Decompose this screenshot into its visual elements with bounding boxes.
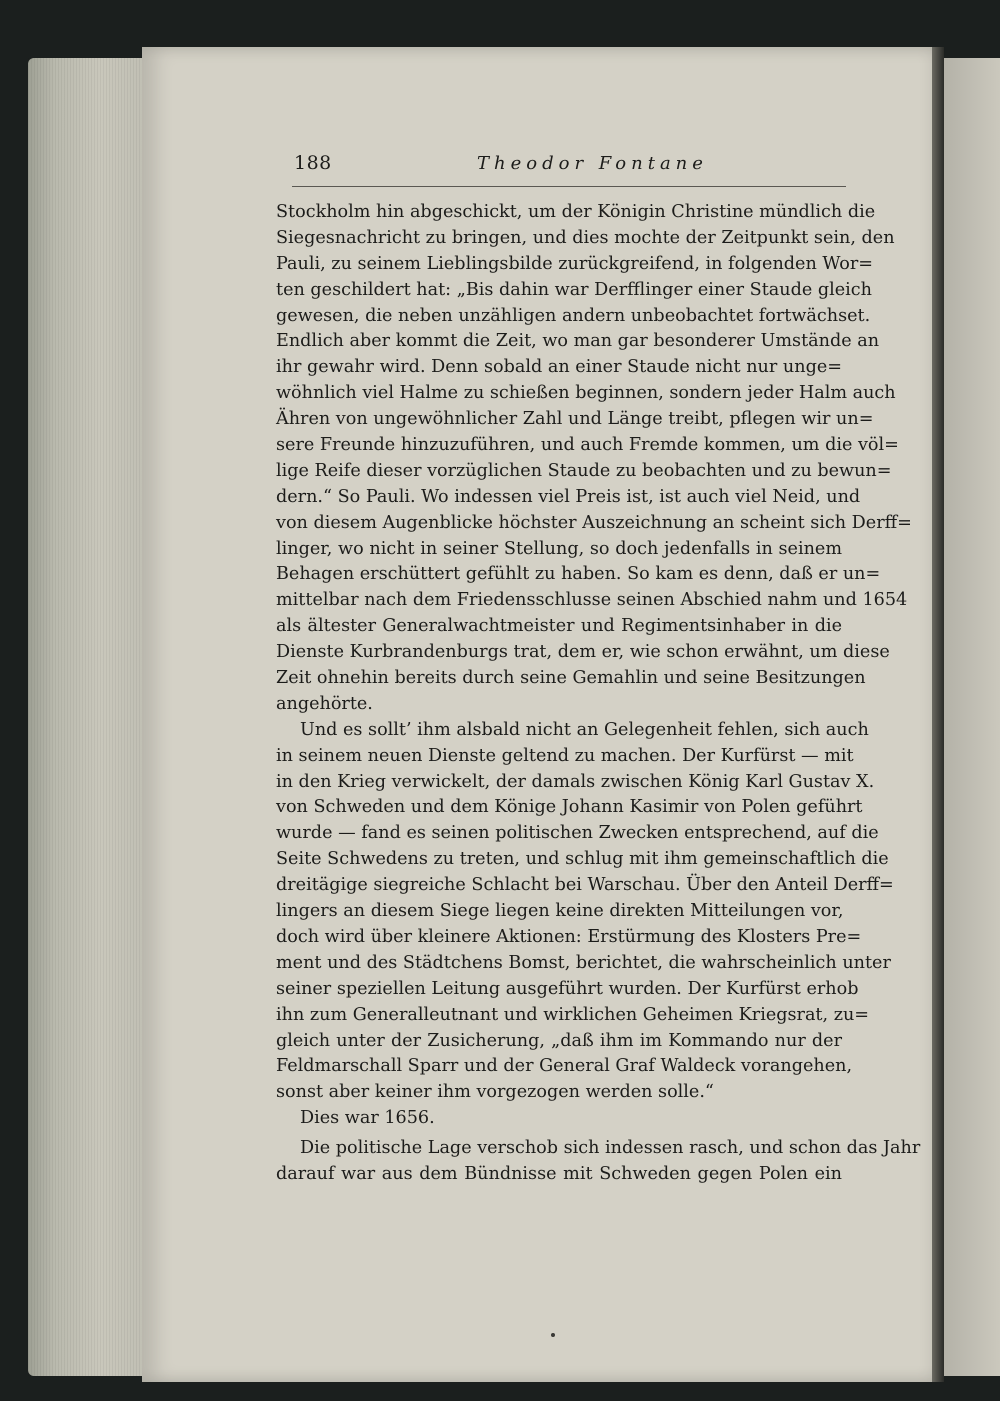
page-number: 188 <box>294 152 332 174</box>
text-line: gleich unter der Zusicherung, „daß ihm im Kommando nur der <box>276 1030 842 1051</box>
text-line: darauf war aus dem Bündnisse mit Schweden gegen Polen ein <box>276 1163 842 1184</box>
text-line: doch wird über kleinere Aktionen: Erstürmung des Klosters Pre= <box>276 926 862 947</box>
text-line: wurde — fand es seinen politischen Zwecken entsprechend, auf die <box>276 823 879 844</box>
text-line: Seite Schwedens zu treten, und schlug mit ihm gemeinschaftlich die <box>276 849 889 870</box>
text-line: ment und des Städtchens Bomst, berichtet, die wahrscheinlich unter <box>276 952 891 973</box>
body-text <box>276 200 921 1188</box>
book-gutter <box>932 47 944 1382</box>
text-line: dreitägige siegreiche Schlacht bei Warschau. Über den Anteil Derff= <box>276 875 894 896</box>
text-line: gewesen, die neben unzähligen andern unbeobachtet fortwächset. <box>276 305 871 326</box>
text-line: Siegesnachricht zu bringen, und dies mochte der Zeitpunkt sein, den <box>276 227 895 248</box>
text-line: dern.“ So Pauli. Wo indessen viel Preis ist, ist auch viel Neid, und <box>276 486 861 507</box>
text-line: Die politische Lage verschob sich indessen rasch, und schon das Jahr <box>300 1138 921 1159</box>
page-speck <box>551 1333 555 1337</box>
text-line: Pauli, zu seinem Lieblingsbilde zurückgreifend, in folgenden Wor= <box>276 253 874 274</box>
running-head: Theodor Fontane <box>477 153 708 174</box>
text-line: in den Krieg verwickelt, der damals zwischen König Karl Gustav X. <box>276 771 875 792</box>
text-line: wöhnlich viel Halme zu schießen beginnen, sondern jeder Halm auch <box>276 383 896 404</box>
text-line: als ältester Generalwachtmeister und Regimentsinhaber in die <box>276 616 842 637</box>
text-line: in seinem neuen Dienste geltend zu machen. Der Kurfürst — mit <box>276 745 854 766</box>
page-header <box>292 150 846 187</box>
text-line: ten geschildert hat: „Bis dahin war Derfflinger einer Staude gleich <box>276 279 872 300</box>
text-line: Ähren von ungewöhnlicher Zahl und Länge treibt, pflegen wir un= <box>276 409 874 430</box>
text-line: angehörte. <box>276 693 373 714</box>
text-line: Zeit ohnehin bereits durch seine Gemahlin und seine Besitzungen <box>276 668 866 689</box>
text-line: lingers an diesem Siege liegen keine direkten Mitteilungen vor, <box>276 901 844 922</box>
text-line: von diesem Augenblicke höchster Auszeichnung an scheint sich Derff= <box>276 512 912 533</box>
text-line: von Schweden und dem Könige Johann Kasimir von Polen geführt <box>276 797 863 818</box>
text-line: Dienste Kurbrandenburgs trat, dem er, wie schon erwähnt, um diese <box>276 642 890 663</box>
text-line: seiner speziellen Leitung ausgeführt wurden. Der Kurfürst erhob <box>276 978 859 999</box>
text-line: Stockholm hin abgeschickt, um der Königin Christine mündlich die <box>276 202 876 222</box>
text-line: sere Freunde hinzuzuführen, und auch Fremde kommen, um die völ= <box>276 435 899 456</box>
text-line: ihr gewahr wird. Denn sobald an einer Staude nicht nur unge= <box>276 357 842 378</box>
text-line: ihn zum Generalleutnant und wirklichen Geheimen Kriegsrat, zu= <box>276 1004 870 1025</box>
text-line: Behagen erschüttert gefühlt zu haben. So kam es denn, daß er un= <box>276 564 881 585</box>
text-line: lige Reife dieser vorzüglichen Staude zu beobachten und zu bewun= <box>276 460 892 481</box>
text-line: linger, wo nicht in seiner Stellung, so doch jedenfalls in seinem <box>276 538 842 559</box>
text-line: mittelbar nach dem Friedensschlusse seinen Abschied nahm und 1654 <box>276 590 908 611</box>
text-line: Und es sollt’ ihm alsbald nicht an Gelegenheit fehlen, sich auch <box>300 719 869 740</box>
text-line: sonst aber keiner ihm vorgezogen werden solle.“ <box>276 1082 714 1103</box>
text-line: Endlich aber kommt die Zeit, wo man gar besonderer Umstände an <box>276 331 880 352</box>
book-page-edges <box>28 58 160 1376</box>
facing-page-edge <box>944 58 1000 1376</box>
text-line: Feldmarschall Sparr und der General Graf Waldeck vorangehen, <box>276 1056 853 1077</box>
text-line: Dies war 1656. <box>300 1108 435 1129</box>
